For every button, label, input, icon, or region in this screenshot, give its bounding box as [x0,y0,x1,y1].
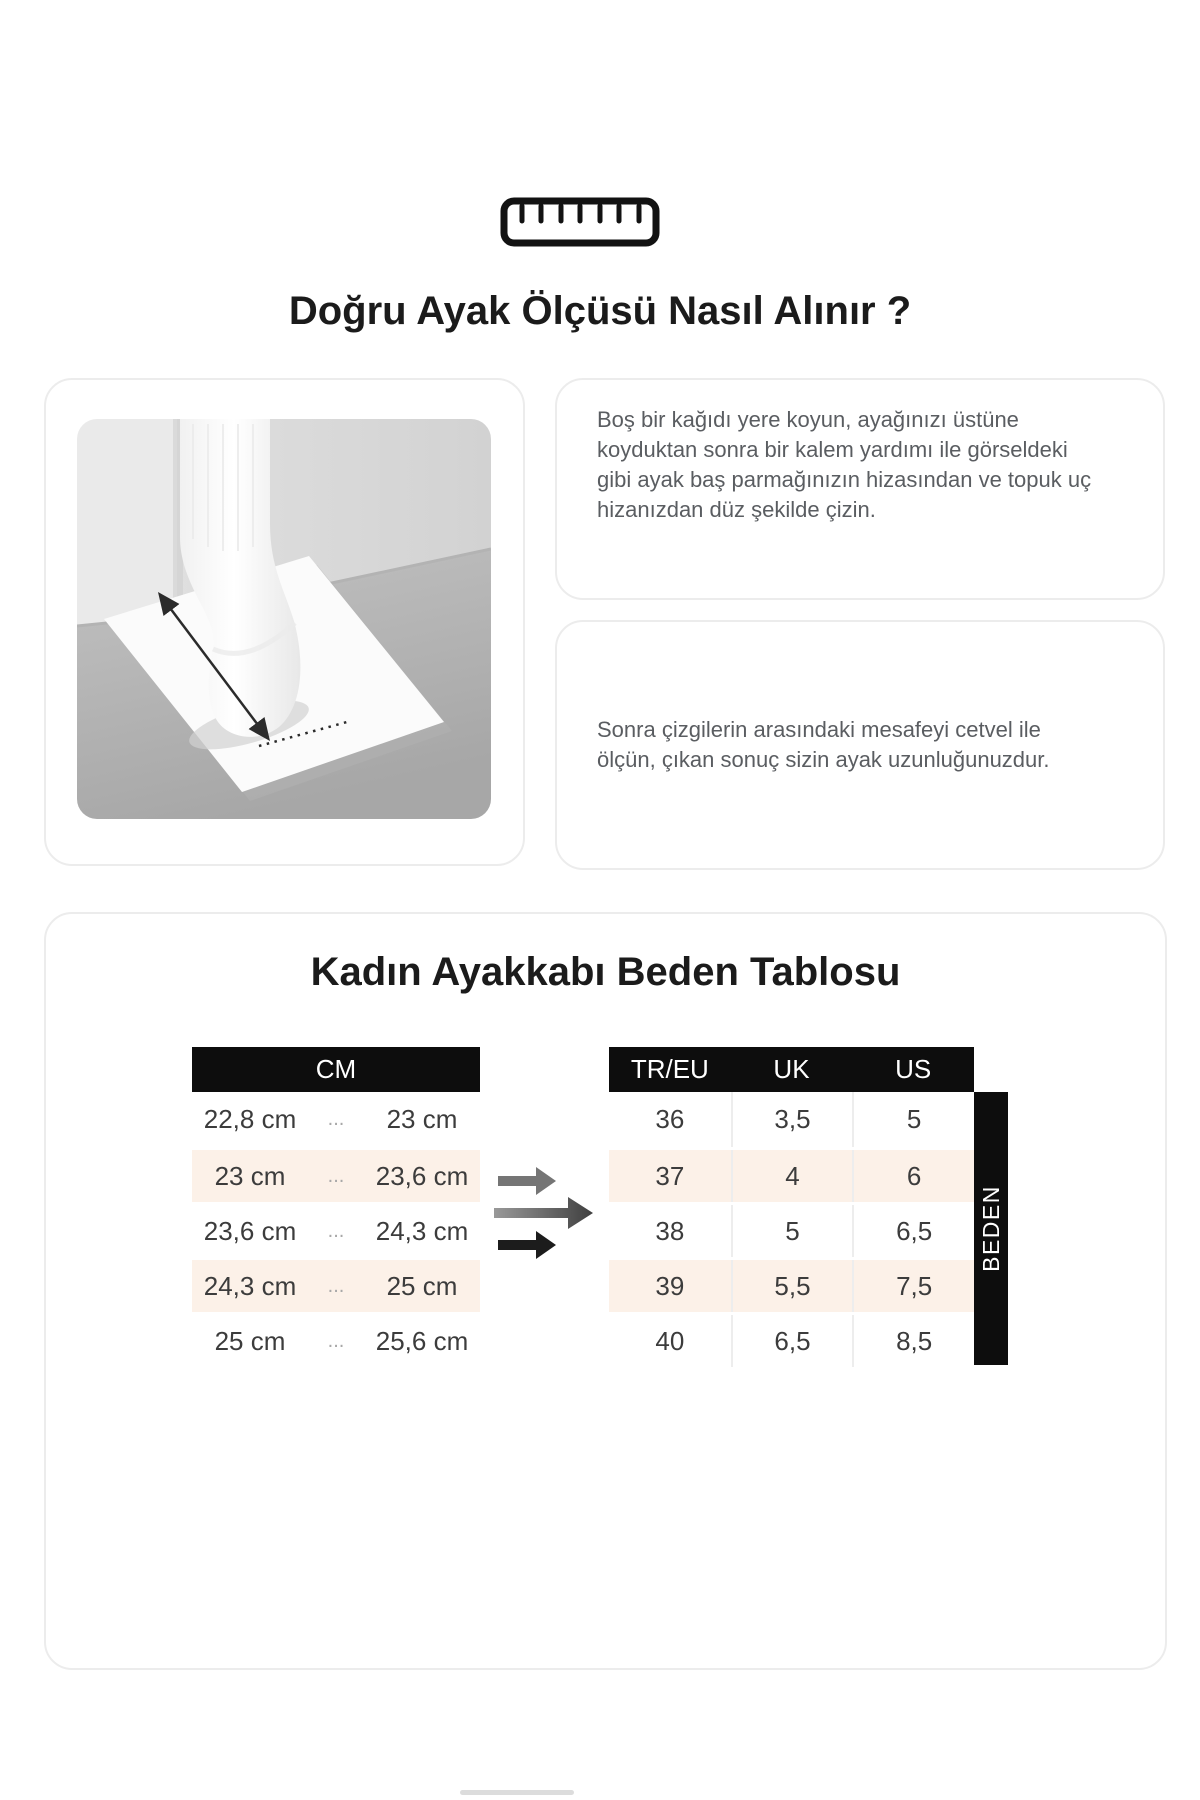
instruction-step-1-text: Boş bir kağıdı yere koyun, ayağınızı üstüne koyduktan sonra bir kalem yardımı ile görseldeki gibi ayak baş parmağınızın hizasından ve topuk uç hizanızdan düz şekilde çizin. [597,407,1092,522]
table-row: 23 cm ... 23,6 cm [192,1147,480,1202]
table-row: 40 6,5 8,5 [609,1312,974,1367]
cm-table-header: CM [192,1047,480,1092]
table-row: 39 5,5 7,5 [609,1257,974,1312]
foot-on-paper-illustration [77,419,491,819]
table-row: 38 5 6,5 [609,1202,974,1257]
size-conversion-table [609,1047,974,1367]
table-row: 37 4 6 [609,1147,974,1202]
instruction-step-2-text: Sonra çizgilerin arasındaki mesafeyi cetvel ile ölçün, çıkan sonuç sizin ayak uzunluğunuzdur. [597,717,1050,772]
table-row: 22,8 cm ... 23 cm [192,1092,480,1147]
conversion-arrows-icon [492,1162,604,1262]
instruction-step-1-card [555,378,1165,600]
beden-side-label: BEDEN [974,1092,1008,1365]
table-row: 36 3,5 5 [609,1092,974,1147]
page-title: Doğru Ayak Ölçüsü Nasıl Alınır ? [288,289,912,333]
cm-range-table [192,1047,480,1367]
size-chart-title: Kadın Ayakkabı Beden Tablosu [310,950,901,994]
size-chart-card [44,912,1167,1670]
ruler-icon [500,196,660,248]
table-row: 24,3 cm ... 25 cm [192,1257,480,1312]
size-table-header: TR/EU UK US [609,1047,974,1092]
measurement-photo-card [44,378,525,866]
table-row: 23,6 cm ... 24,3 cm [192,1202,480,1257]
table-row: 25 cm ... 25,6 cm [192,1312,480,1367]
bottom-progress-indicator [460,1790,574,1795]
instruction-step-2-card [555,620,1165,870]
